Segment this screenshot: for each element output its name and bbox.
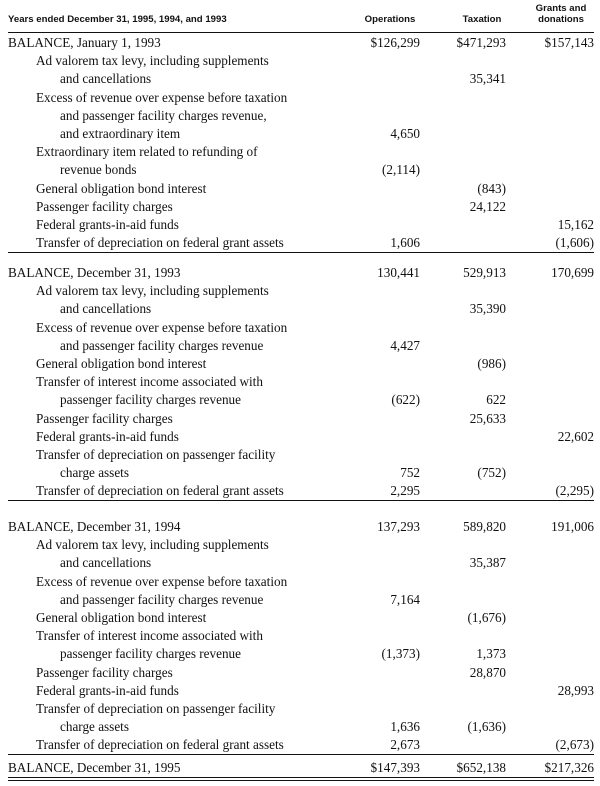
table-row	[8, 554, 594, 572]
section-1993	[8, 34, 594, 253]
row-label: General obligation bond interest	[36, 356, 207, 372]
row-label: revenue bonds	[60, 162, 137, 178]
grants-value: (1,606)	[522, 234, 594, 253]
operations-value: 137,293	[377, 519, 420, 535]
operations-value	[364, 373, 438, 391]
row-label: Passenger facility charges	[36, 198, 173, 214]
row-label: Transfer of depreciation on passenger facility	[36, 446, 276, 462]
operations-column-heading: Operations	[364, 14, 416, 25]
row-label: and passenger facility charges revenue	[60, 591, 264, 607]
operations-value: (2,114)	[382, 162, 420, 178]
table-row	[8, 180, 594, 198]
operations-value	[364, 700, 438, 718]
row-label: Transfer of depreciation on passenger facility	[36, 700, 276, 716]
table-row	[8, 52, 594, 70]
final-grants: $217,326	[544, 760, 594, 776]
row-label: Ad valorem tax levy, including supplements	[36, 283, 269, 299]
table-row	[8, 282, 594, 300]
grants-value	[522, 282, 594, 300]
row-label: Transfer of depreciation on federal grant assets	[8, 736, 364, 755]
taxation-value: 35,341	[469, 71, 506, 87]
row-label: and cancellations	[60, 555, 152, 571]
operations-value	[364, 180, 438, 198]
grants-value	[522, 319, 594, 337]
taxation-value: (752)	[477, 465, 506, 481]
table-row	[8, 682, 594, 700]
grants-value: $157,143	[544, 35, 594, 51]
taxation-value	[438, 234, 522, 253]
table-row	[8, 300, 594, 318]
taxation-value: 35,390	[469, 301, 506, 317]
final-balance-row	[8, 759, 594, 777]
grants-value: (2,295)	[522, 482, 594, 501]
grants-value: 28,993	[557, 682, 594, 698]
table-row	[8, 591, 594, 609]
row-label: Federal grants-in-aid funds	[36, 216, 179, 232]
taxation-value	[438, 536, 522, 554]
table-row	[8, 718, 594, 736]
grants-value: 191,006	[551, 519, 594, 535]
operations-value	[364, 627, 438, 645]
table-row	[8, 391, 594, 409]
grants-value	[522, 573, 594, 591]
taxation-value: (1,636)	[467, 719, 506, 735]
row-label: charge assets	[60, 719, 129, 735]
grants-value	[522, 180, 594, 198]
table-row	[8, 319, 594, 337]
table-row	[8, 428, 594, 446]
grants-value	[522, 627, 594, 645]
taxation-value	[438, 52, 522, 70]
taxation-value	[438, 591, 522, 609]
row-label: and cancellations	[60, 71, 152, 87]
table-row	[8, 355, 594, 373]
grants-value	[522, 591, 594, 609]
taxation-value	[438, 143, 522, 161]
taxation-value: 589,820	[463, 519, 506, 535]
row-label: and passenger facility charges revenue	[60, 337, 264, 353]
grants-value	[522, 446, 594, 464]
operations-value	[364, 216, 438, 234]
operations-value	[364, 428, 438, 446]
grants-value	[522, 410, 594, 428]
grants-value	[522, 718, 594, 736]
operations-value	[364, 282, 438, 300]
final-operations: $147,393	[370, 760, 420, 776]
table-row	[8, 125, 594, 143]
row-label: General obligation bond interest	[36, 180, 207, 196]
table-row	[8, 645, 594, 663]
row-label: and passenger facility charges revenue,	[60, 107, 267, 123]
table-row	[8, 337, 594, 355]
grants-value	[522, 125, 594, 143]
taxation-value: (986)	[477, 356, 506, 372]
grants-value: 15,162	[557, 216, 594, 232]
table-row	[8, 573, 594, 591]
operations-value	[364, 536, 438, 554]
table-row	[8, 664, 594, 682]
row-label: charge assets	[60, 465, 129, 481]
operations-value	[364, 573, 438, 591]
grants-value	[522, 664, 594, 682]
row-label: Transfer of interest income associated with	[36, 374, 263, 390]
taxation-value: 35,387	[469, 555, 506, 571]
taxation-value	[438, 216, 522, 234]
taxation-value	[438, 107, 522, 125]
row-label: Federal grants-in-aid funds	[36, 682, 179, 698]
table-row	[8, 536, 594, 554]
row-label: and extraordinary item	[60, 126, 181, 142]
operations-value	[364, 682, 438, 700]
grants-value	[522, 536, 594, 554]
period-heading: Years ended December 31, 1995, 1994, and 1993	[8, 14, 227, 25]
table-row	[8, 627, 594, 645]
operations-value	[364, 554, 438, 572]
taxation-value: 622	[486, 392, 506, 408]
row-label: and cancellations	[60, 301, 152, 317]
taxation-value	[438, 446, 522, 464]
operations-value: 2,673	[364, 736, 438, 755]
table-row	[8, 107, 594, 125]
taxation-value	[438, 482, 522, 501]
table-row	[8, 736, 594, 755]
grants-value	[522, 52, 594, 70]
row-label: BALANCE, December 31, 1993	[8, 265, 181, 281]
row-label: Excess of revenue over expense before taxation	[36, 319, 288, 335]
grants-value	[522, 700, 594, 718]
operations-value	[364, 319, 438, 337]
section-1994	[8, 264, 594, 501]
operations-value: 752	[400, 465, 420, 481]
final-taxation: $652,138	[456, 760, 506, 776]
grants-heading-line1: Grants and	[535, 3, 587, 14]
section-1995	[8, 518, 594, 755]
grants-value	[522, 107, 594, 125]
operations-value	[364, 70, 438, 88]
row-label: Ad valorem tax levy, including supplements	[36, 537, 269, 553]
row-label: passenger facility charges revenue	[60, 646, 241, 662]
table-row	[8, 759, 594, 777]
grants-value	[522, 89, 594, 107]
table-row	[8, 89, 594, 107]
grants-column-heading	[526, 3, 596, 25]
taxation-value: 28,870	[469, 664, 506, 680]
taxation-value: 24,122	[469, 198, 506, 214]
row-label: Passenger facility charges	[36, 664, 173, 680]
taxation-value: 529,913	[463, 265, 506, 281]
column-header	[0, 0, 600, 32]
table-row	[8, 410, 594, 428]
table-row	[8, 518, 594, 536]
final-balance-label: BALANCE, December 31, 1995	[8, 760, 181, 776]
grants-value	[522, 355, 594, 373]
row-label: General obligation bond interest	[36, 610, 207, 626]
operations-value: 130,441	[377, 265, 420, 281]
table-row	[8, 70, 594, 88]
taxation-column-heading: Taxation	[462, 14, 502, 25]
operations-value	[364, 355, 438, 373]
grants-value	[522, 373, 594, 391]
operations-value	[364, 107, 438, 125]
operations-value: 2,295	[364, 482, 438, 501]
operations-value	[364, 664, 438, 682]
header-rule	[8, 32, 594, 33]
row-label: Excess of revenue over expense before taxation	[36, 573, 288, 589]
operations-value: 1,636	[390, 719, 420, 735]
operations-value: 7,164	[390, 591, 420, 607]
taxation-value	[438, 373, 522, 391]
taxation-value	[438, 125, 522, 143]
row-label: Transfer of depreciation on federal grant assets	[8, 482, 364, 501]
row-label: Ad valorem tax levy, including supplements	[36, 53, 269, 69]
row-label: Transfer of interest income associated with	[36, 628, 263, 644]
table-row	[8, 700, 594, 718]
taxation-value: 1,373	[476, 646, 506, 662]
grants-value	[522, 300, 594, 318]
table-row	[8, 482, 594, 501]
taxation-value	[438, 627, 522, 645]
table-row	[8, 373, 594, 391]
grants-value: 22,602	[557, 428, 594, 444]
operations-value: 4,650	[390, 126, 420, 142]
table-row	[8, 34, 594, 52]
grants-value	[522, 198, 594, 216]
table-row	[8, 264, 594, 282]
taxation-value	[438, 161, 522, 179]
grants-value	[522, 161, 594, 179]
operations-value	[364, 300, 438, 318]
double-underline	[8, 777, 594, 781]
table-row	[8, 609, 594, 627]
taxation-value	[438, 89, 522, 107]
grants-value	[522, 554, 594, 572]
row-label: Extraordinary item related to refunding of	[36, 144, 258, 160]
grants-value	[522, 391, 594, 409]
operations-value: 4,427	[390, 337, 420, 353]
taxation-value: 25,633	[469, 410, 506, 426]
grants-value	[522, 337, 594, 355]
grants-value: (2,673)	[522, 736, 594, 755]
grants-value	[522, 70, 594, 88]
operations-value: $126,299	[370, 35, 420, 51]
taxation-value: (1,676)	[467, 610, 506, 626]
operations-value: (1,373)	[381, 646, 420, 662]
grants-value	[522, 609, 594, 627]
operations-value: 1,606	[364, 234, 438, 253]
taxation-value	[438, 700, 522, 718]
operations-value	[364, 446, 438, 464]
operations-value	[364, 609, 438, 627]
table-row	[8, 198, 594, 216]
row-label: passenger facility charges revenue	[60, 392, 241, 408]
table-row	[8, 143, 594, 161]
taxation-value	[438, 428, 522, 446]
operations-value	[364, 143, 438, 161]
grants-value	[522, 143, 594, 161]
taxation-value	[438, 573, 522, 591]
table-row	[8, 161, 594, 179]
taxation-value	[438, 319, 522, 337]
table-row	[8, 464, 594, 482]
table-row	[8, 234, 594, 253]
operations-value	[364, 52, 438, 70]
row-label: Transfer of depreciation on federal grant assets	[8, 234, 364, 253]
operations-value: (622)	[391, 392, 420, 408]
operations-value	[364, 198, 438, 216]
grants-value	[522, 464, 594, 482]
table-row	[8, 446, 594, 464]
taxation-value	[438, 337, 522, 355]
row-label: Passenger facility charges	[36, 410, 173, 426]
taxation-value	[438, 682, 522, 700]
taxation-value: $471,293	[456, 35, 506, 51]
grants-value	[522, 645, 594, 663]
operations-value	[364, 410, 438, 428]
table-row	[8, 216, 594, 234]
grants-value: 170,699	[551, 265, 594, 281]
taxation-value	[438, 282, 522, 300]
row-label: Federal grants-in-aid funds	[36, 428, 179, 444]
row-label: Excess of revenue over expense before taxation	[36, 89, 288, 105]
row-label: BALANCE, December 31, 1994	[8, 519, 181, 535]
grants-heading-line2: donations	[538, 14, 584, 25]
taxation-value: (843)	[477, 180, 506, 196]
operations-value	[364, 89, 438, 107]
row-label: BALANCE, January 1, 1993	[8, 35, 161, 51]
taxation-value	[438, 736, 522, 755]
